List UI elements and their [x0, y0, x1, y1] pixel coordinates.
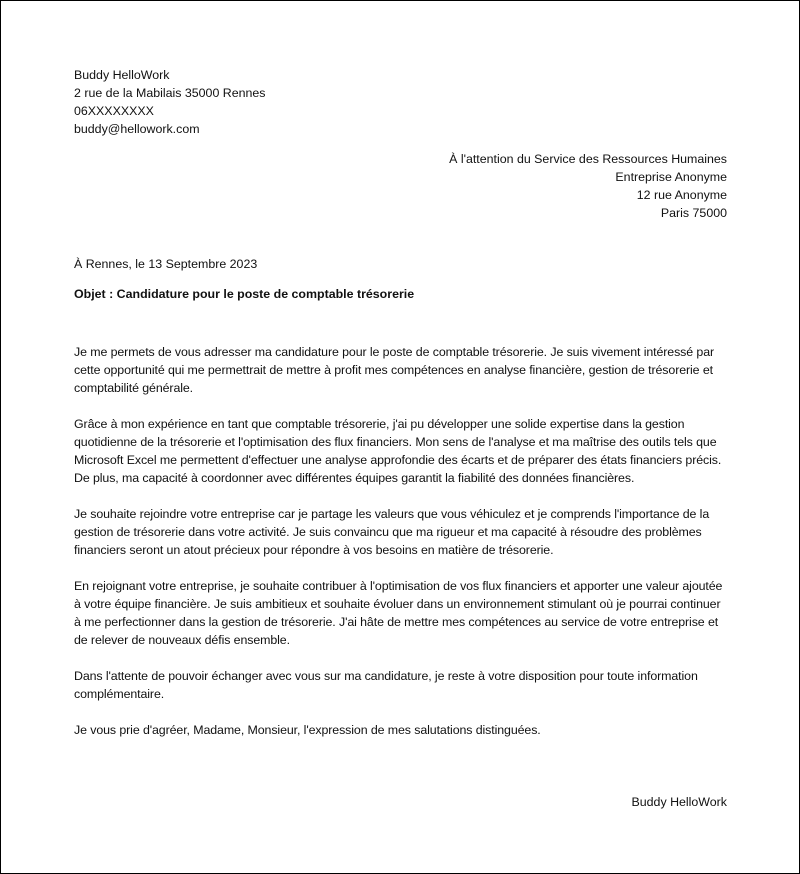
paragraph-intro: Je me permets de vous adresser ma candidature pour le poste de comptable trésorerie. Je suis vivement intéressé par cette opportunité qui me permettrait de mettre à profit mes compétences en analyse financière, gestion de trésorerie et comptabilité générale.: [74, 345, 715, 395]
recipient-company: Entreprise Anonyme: [615, 170, 727, 184]
sender-phone: 06XXXXXXXX: [74, 104, 154, 118]
recipient-block: [449, 150, 727, 222]
signature: Buddy HelloWork: [631, 795, 727, 809]
sender-block: [74, 66, 266, 138]
place-date: À Rennes, le 13 Septembre 2023: [74, 257, 258, 271]
recipient-street: 12 rue Anonyme: [636, 188, 727, 202]
paragraph-closing: Je vous prie d'agréer, Madame, Monsieur, l'expression de mes salutations distinguées.: [74, 723, 541, 737]
recipient-city: Paris 75000: [660, 206, 727, 220]
recipient-attention: À l'attention du Service des Ressources Humaines: [449, 152, 727, 166]
paragraph-motivation: Je souhaite rejoindre votre entreprise car je partage les valeurs que vous véhiculez et je comprends l'importance de la gestion de trésorerie dans votre activité. Je suis convaincu que ma rigueur et ma capacité à résoudre des problèmes financiers seront un atout précieux pour répondre à vos besoins en matière de trésorerie.: [74, 507, 710, 557]
paragraph-contribution: En rejoignant votre entreprise, je souhaite contribuer à l'optimisation de vos flux financiers et apporter une valeur ajoutée à votre équipe financière. Je suis ambitieux et souhaite évoluer dans un environnement stimulant où je pourrai continuer à me perfectionner dans la gestion de trésorerie. J'ai hâte de mettre mes compétences au service de votre entreprise et de relever de nouveaux défis ensemble.: [74, 579, 723, 647]
sender-name: Buddy HelloWork: [74, 68, 170, 82]
paragraph-availability: Dans l'attente de pouvoir échanger avec vous sur ma candidature, je reste à votre disposition pour toute information complémentaire.: [74, 669, 698, 701]
letter-body: [74, 343, 730, 757]
sender-email: buddy@hellowork.com: [74, 122, 200, 136]
sender-address: 2 rue de la Mabilais 35000 Rennes: [74, 86, 266, 100]
paragraph-experience: Grâce à mon expérience en tant que comptable trésorerie, j'ai pu développer une solide expertise dans la gestion quotidienne de la trésorerie et l'optimisation des flux financiers. Mon sens de l'analyse et ma maîtrise des outils tels que Microsoft Excel me permettent d'effectuer une analyse approfondie des écarts et de préparer des états financiers précis. De plus, ma capacité à coordonner avec différentes équipes garantit la fiabilité des données financières.: [74, 417, 722, 485]
letter-subject: Objet : Candidature pour le poste de comptable trésorerie: [74, 287, 415, 301]
